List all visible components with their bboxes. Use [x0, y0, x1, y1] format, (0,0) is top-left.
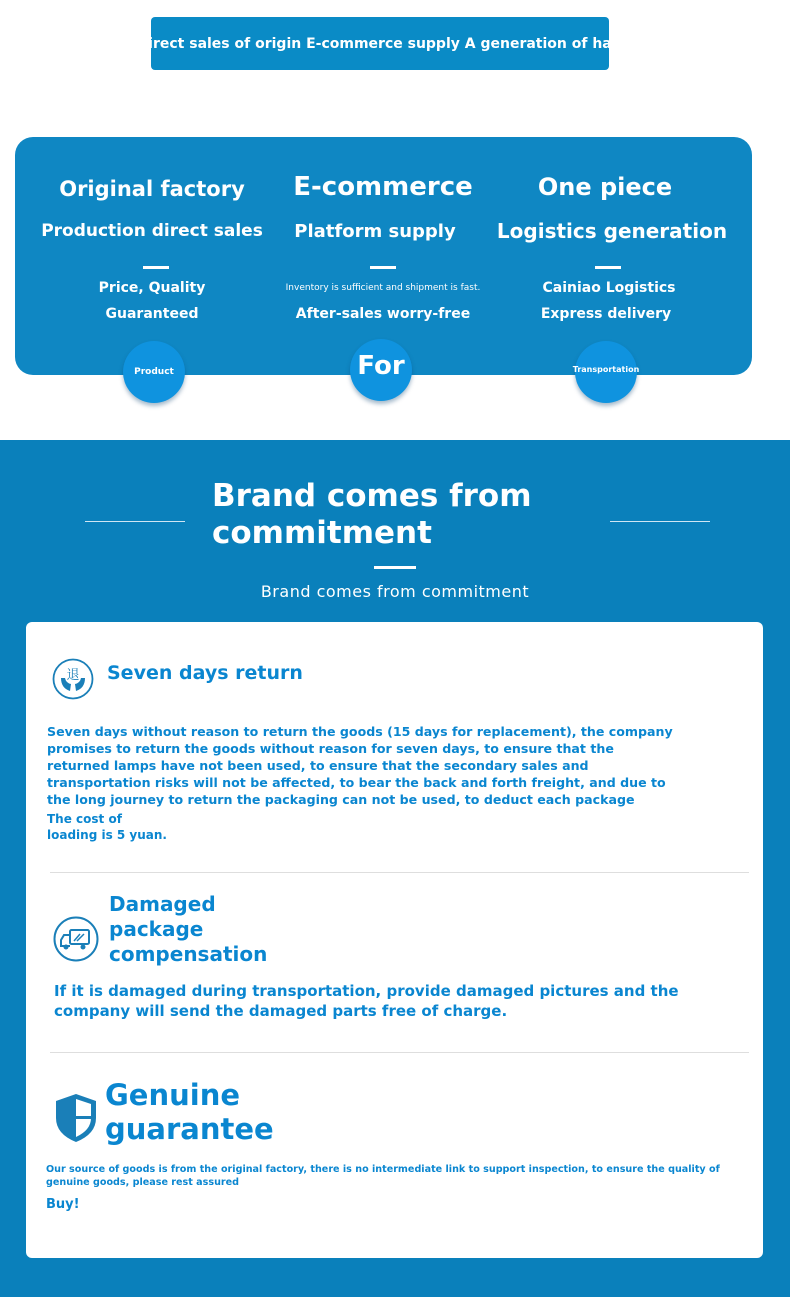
- brand-heading: Brand comes from commitment: [212, 478, 532, 551]
- delivery-truck-icon: [53, 916, 99, 962]
- feature-subtitle: Production direct sales: [41, 221, 263, 241]
- feature-title: One piece: [537, 173, 673, 201]
- feature-subtitle: Logistics generation: [496, 219, 728, 243]
- separator: [50, 872, 749, 873]
- circle-badge-transportation: Transportation: [575, 341, 637, 403]
- return-note: The cost of loading is 5 yuan.: [47, 812, 167, 842]
- feature-title: Original factory: [59, 177, 245, 201]
- circle-badge-for: For: [350, 339, 412, 401]
- feature-desc-line-1: Cainiao Logistics: [542, 280, 676, 296]
- brand-heading-divider: [374, 566, 416, 569]
- top-banner: Direct sales of origin E-commerce supply A generation of hair: [151, 17, 609, 70]
- feature-desc-line-2: Express delivery: [540, 306, 672, 322]
- feature-desc-line-1: Price, Quality: [98, 280, 206, 296]
- feature-desc-line-2: After-sales worry-free: [295, 306, 471, 322]
- return-body: Seven days without reason to return the goods (15 days for replacement), the company promises to return the goods without reason for seven days, to ensure that the returned lamps have not been used, to ensure that the secondary sales and transportation risks will not be affected, to bear the back and forth freight, and due to the long journey to return the packaging can not be used, to deduct each package: [47, 724, 673, 807]
- shield-icon: [53, 1092, 99, 1144]
- feature-divider: [595, 266, 621, 269]
- heading-line-right: [610, 521, 710, 522]
- feature-desc-line-2: Guaranteed: [105, 306, 199, 322]
- heading-line-left: [85, 521, 185, 522]
- svg-text:退: 退: [66, 668, 80, 683]
- damaged-body: If it is damaged during transportation, provide damaged pictures and the company will send the damaged parts free of charge.: [54, 982, 679, 1020]
- genuine-cta: Buy!: [46, 1197, 80, 1212]
- circle-badge-product: Product: [123, 341, 185, 403]
- damaged-title: Damaged package compensation: [109, 892, 268, 966]
- return-title: Seven days return: [107, 662, 303, 684]
- feature-divider: [370, 266, 396, 269]
- separator: [50, 1052, 749, 1053]
- feature-desc-line-1: Inventory is sufficient and shipment is fast.: [285, 283, 481, 293]
- feature-subtitle: Platform supply: [294, 221, 456, 242]
- genuine-title: Genuine guarantee: [105, 1078, 274, 1146]
- genuine-body: Our source of goods is from the original factory, there is no intermediate link to support inspection, to ensure the quality of genuine goods, please rest assured: [46, 1164, 720, 1188]
- guarantee-card: [26, 622, 763, 1258]
- feature-divider: [143, 266, 169, 269]
- brand-subheading: Brand comes from commitment: [260, 582, 530, 601]
- return-hands-icon: [52, 658, 94, 700]
- feature-title: E-commerce: [293, 172, 473, 202]
